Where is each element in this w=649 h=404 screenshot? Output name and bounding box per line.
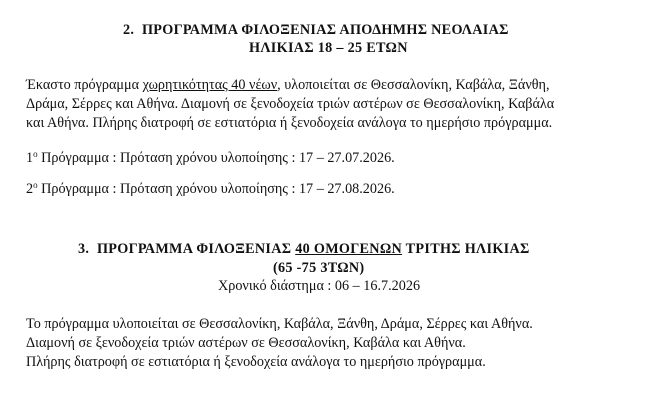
section3-paragraph-line3: Πλήρης διατροφή σε εστιατόρια ή ξενοδοχεία ανάλογα το ημερήσιο πρόγραμμα. (26, 354, 486, 370)
para-prefix: Έκαστο πρόγραμμα (26, 77, 143, 93)
section2-paragraph-line3: και Αθήνα. Πλήρης διατροφή σε εστιατόρια ή ξενοδοχεία ανάλογα το ημερήσιο πρόγραμμα. (26, 115, 553, 131)
program-1-line (26, 150, 395, 167)
program-1-number: 1 (26, 150, 34, 166)
section2-paragraph-line2: Δράμα, Σέρρες και Αθήνα. Διαμονή σε ξενοδοχεία τριών αστέρων σε Θεσσαλονίκη, Καβάλα (26, 96, 555, 112)
section2-title-line2: ΗΛΙΚΙΑΣ 18 – 25 ΕΤΩΝ (249, 40, 408, 56)
program-2-ordinal: ο (33, 180, 38, 190)
para-suffix: , υλοποιείται σε Θεσσαλονίκη, Καβάλα, Ξάνθη, (277, 77, 550, 93)
section3-title-suffix: ΤΡΙΤΗΣ ΗΛΙΚΙΑΣ (402, 241, 530, 257)
section3-title-underlined: 40 ΟΜΟΓΕΝΩΝ (295, 241, 403, 257)
program-2-text: Πρόγραμμα : Πρόταση χρόνου υλοποίησης : 17 – 27.08.2026. (37, 181, 395, 197)
program-1-text: Πρόγραμμα : Πρόταση χρόνου υλοποίησης : 17 – 27.07.2026. (37, 150, 395, 166)
program-1-ordinal: ο (33, 149, 38, 159)
section2-number: 2. (123, 22, 135, 38)
capacity-underlined: χωρητικότητας 40 νέων (142, 77, 278, 93)
section3-paragraph-line1: Το πρόγραμμα υλοποιείται σε Θεσσαλονίκη, Καβάλα, Ξάνθη, Δράμα, Σέρρες και Αθήνα. (26, 316, 533, 332)
section3-age-range: (65 -75 3ΤΩΝ) (273, 260, 365, 276)
section2-title-line1 (123, 22, 509, 39)
program-2-number: 2 (26, 181, 34, 197)
section2-paragraph-line1 (26, 77, 550, 94)
section3-timeframe: Χρονικό διάστημα : 06 – 16.7.2026 (218, 278, 421, 294)
section3-title-line1 (78, 241, 530, 258)
program-2-line (26, 181, 395, 198)
section3-title-prefix: ΠΡΟΓΡΑΜΜΑ ΦΙΛΟΞΕΝΙΑΣ (96, 241, 296, 257)
section2-title-text: ΠΡΟΓΡΑΜΜΑ ΦΙΛΟΞΕΝΙΑΣ ΑΠΟΔΗΜΗΣ ΝΕΟΛΑΙΑΣ (141, 22, 509, 38)
section3-paragraph-line2: Διαμονή σε ξενοδοχεία τριών αστέρων σε Θεσσαλονίκη, Καβάλα και Αθήνα. (26, 335, 466, 351)
section3-number: 3. (78, 241, 90, 257)
